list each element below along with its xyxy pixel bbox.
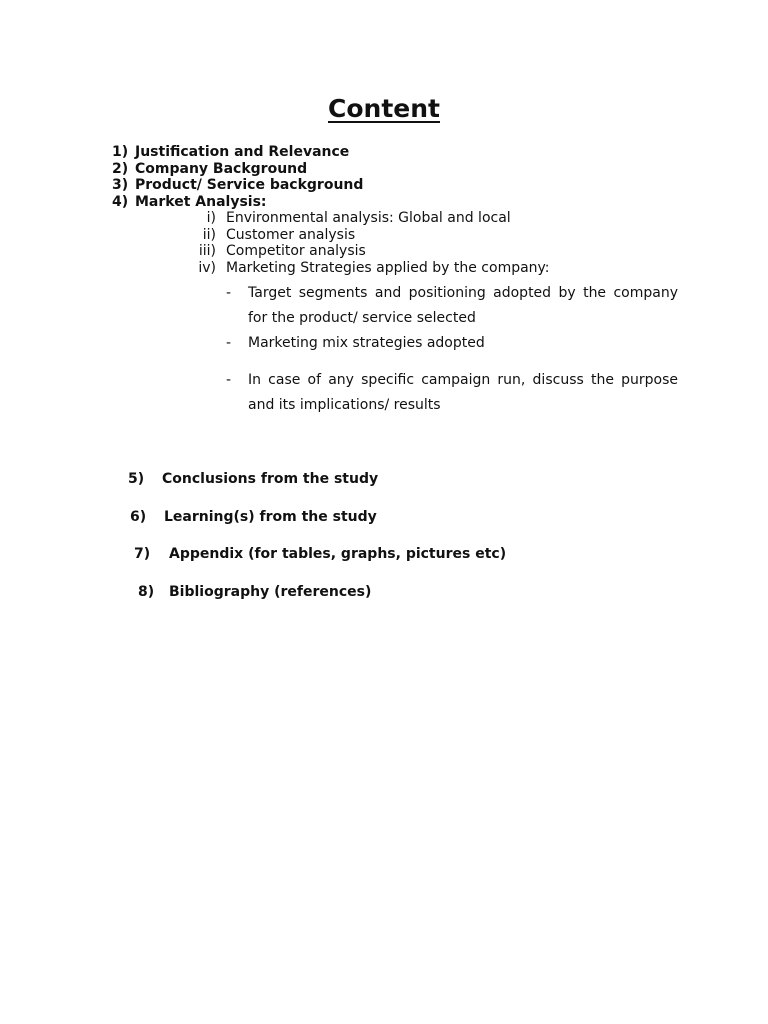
bullet-item-campaign xyxy=(226,368,678,418)
sub-item-marketing-strategies xyxy=(190,260,550,277)
bullet-text: Marketing mix strategies adopted xyxy=(248,335,485,351)
bullet-text: Target segments and positioning adopted by the company for the product/ service selected xyxy=(248,285,678,326)
page-title: Content xyxy=(328,94,440,123)
list-item-number: 5) xyxy=(128,471,145,487)
list-item-label: Company Background xyxy=(135,160,308,177)
sub-item-label: Marketing Strategies applied by the company: xyxy=(226,259,550,276)
sub-item-customer xyxy=(190,227,550,244)
list-item-appendix xyxy=(134,546,506,562)
list-item-bibliography xyxy=(138,584,371,600)
dash-bullet: - xyxy=(226,372,232,388)
bullet-item-target-segments xyxy=(226,281,678,331)
list-item-label: Product/ Service background xyxy=(135,177,364,194)
list-item-label: Justification and Relevance xyxy=(135,144,350,160)
sub-item-label: Competitor analysis xyxy=(226,243,366,260)
sub-item-label: Environmental analysis: Global and local xyxy=(226,210,511,226)
list-item-label: Conclusions from the study xyxy=(162,471,379,487)
list-item-product-background xyxy=(112,177,363,194)
bullet-item-marketing-mix xyxy=(226,331,678,356)
list-item-number: 4) xyxy=(112,193,129,210)
list-item-label: Learning(s) from the study xyxy=(164,509,377,525)
sub-item-competitor xyxy=(190,243,550,260)
list-item-number: 6) xyxy=(130,509,147,525)
strategy-bullet-list xyxy=(226,281,678,418)
list-item-learnings xyxy=(130,509,377,525)
list-item-number: 1) xyxy=(112,144,129,160)
list-item-number: 7) xyxy=(134,546,151,562)
list-item-label: Market Analysis: xyxy=(135,193,267,210)
market-analysis-sub-list xyxy=(190,210,550,276)
dash-bullet: - xyxy=(226,335,232,351)
list-item-company-background xyxy=(112,161,363,178)
list-item-market-analysis xyxy=(112,194,363,211)
list-item-justification xyxy=(112,144,363,161)
sub-item-number: ii) xyxy=(202,226,216,243)
main-content-list xyxy=(112,144,363,210)
sub-item-number: iv) xyxy=(198,259,216,276)
list-item-label: Bibliography (references) xyxy=(169,584,372,600)
bullet-text: In case of any specific campaign run, discuss the purpose and its implications/ results xyxy=(248,372,678,413)
dash-bullet: - xyxy=(226,285,232,301)
sub-item-label: Customer analysis xyxy=(226,226,356,243)
sub-item-environmental xyxy=(190,210,550,227)
list-item-number: 8) xyxy=(138,584,155,600)
list-item-label: Appendix (for tables, graphs, pictures etc) xyxy=(169,546,507,562)
sub-item-number: iii) xyxy=(198,243,216,260)
list-item-number: 3) xyxy=(112,177,129,194)
list-item-conclusions xyxy=(128,471,378,487)
sub-item-number: i) xyxy=(206,210,216,226)
list-item-number: 2) xyxy=(112,160,129,177)
